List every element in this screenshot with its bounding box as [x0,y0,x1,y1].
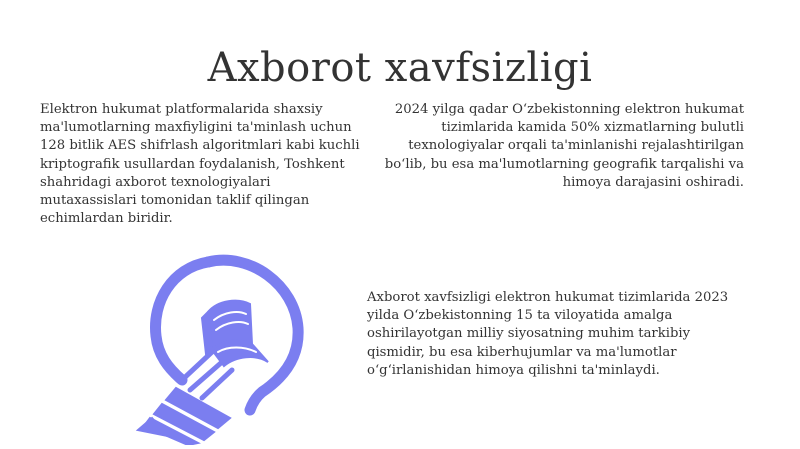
paragraph-right-bottom: Axborot xavfsizligi elektron hukumat tizimlarida 2023 yilda O‘zbekistonning 15 ta viloyatida amalga oshirilayotgan milliy siyosatning muhim tarkibiy qismidir, bu esa kiberhujumlar va ma'lumotlar o‘g‘irlanishidan himoya qilishni ta'minlaydi. [367,290,729,378]
page-title: Axborot xavfsizligi [207,44,593,91]
paragraph-left-top: Elektron hukumat platformalarida shaxsiy ma'lumotlarning maxfiyligini ta'minlash uchun 128 bitlik AES shifrlash algoritmlari kabi kuchli kriptografik usullardan foydalanish, Toshkent shahridagi axborot texnologiyalari mutaxassislari tomonidan taklif qilingan echimlardan biridir. [40,102,360,227]
lightbulb-book-icon [90,240,320,445]
paragraph-right-top: 2024 yilga qadar O‘zbekistonning elektron hukumat tizimlarida kamida 50% xizmatlarning bulutli texnologiyalar orqali ta'minlanishi rejalashtirilgan bo‘lib, bu esa ma'lumotlarning geografik tarqalishi va himoya darajasini oshiradi. [384,102,744,190]
